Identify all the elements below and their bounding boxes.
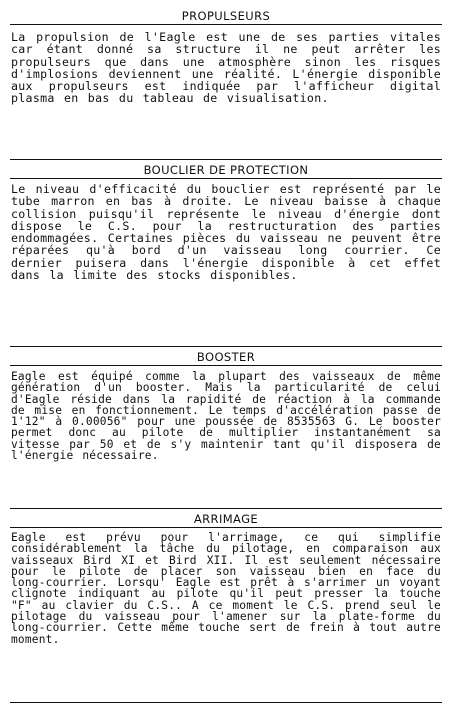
section-rule bbox=[10, 24, 442, 25]
section-body: Le niveau d'efficacité du bouclier est représenté par le tube marron en bas à droite. Le niveau baisse à chaque collision puisqu'il représente le niveau d'énergie dont dispose le C.S. pour la restructuration des parties endommagées. Certaines pièces du vaisseau ne peuvent être réparées qu'à bord d'un vaisseau long courrier. Ce dernier puisera dans l'énergie disponible à cet effet dans la limite des stocks disponibles. bbox=[11, 182, 441, 283]
section-heading: PROPULSEURS bbox=[181, 9, 271, 23]
section-rule bbox=[10, 159, 442, 160]
section-body: Eagle est équipé comme la plupart des vaisseaux de même génération d'un booster. Mais la particularité de celui d'Eagle réside dans la rapidité de réaction à la commande de mise en fonctionnement. Le temps d'accélération passe de 1'12" à 0.00056" pour une poussée de 8535563 G. Le booster permet donc au pilote de multiplier instantanément sa vitesse par 50 et de s'y maintenir tant qu'il disposera de l'énergie nécessaire. bbox=[11, 370, 441, 463]
section-propulseurs bbox=[10, 8, 442, 149]
section-heading: ARRIMAGE bbox=[193, 512, 259, 526]
section-rule bbox=[10, 365, 442, 366]
section-booster bbox=[10, 346, 442, 499]
section-heading: BOUCLIER DE PROTECTION bbox=[143, 163, 309, 177]
section-rule bbox=[10, 178, 442, 179]
section-rule bbox=[10, 346, 442, 347]
section-body: La propulsion de l'Eagle est une de ses parties vitales car étant donné sa structure il ne peut arrêter les propulseurs que dans une atmosphère sinon les risques d'implosions deviennent une réalité. L'énergie disponible aux propulseurs est indiquée par l'afficheur digital plasma en bas du tableau de visualisation. bbox=[11, 30, 441, 106]
section-heading: BOOSTER bbox=[196, 350, 256, 364]
section-rule bbox=[10, 508, 442, 509]
section-body: Eagle est prévu pour l'arrimage, ce qui simplifie considérablement la tâche du pilotage, en comparaison aux vaisseaux Bird XI et Bird XII. Il est seulement nécessaire pour le pilote de placer son vaisseau bien en face du long-courrier. Lorsqu' Eagle est prêt à s'arrimer un voyant clignote indiquant au pilote qu'il peut presser la touche "F" au clavier du C.S.. A ce moment le C.S. prend seul le pilotage du vaisseau pour l'amener sur la plate-forme du long-courrier. Cette même touche sert de frein à tout autre moment. bbox=[11, 531, 441, 646]
section-rule bbox=[10, 527, 442, 528]
section-bouclier-de-protection bbox=[10, 159, 442, 341]
section-arrimage bbox=[10, 508, 442, 703]
